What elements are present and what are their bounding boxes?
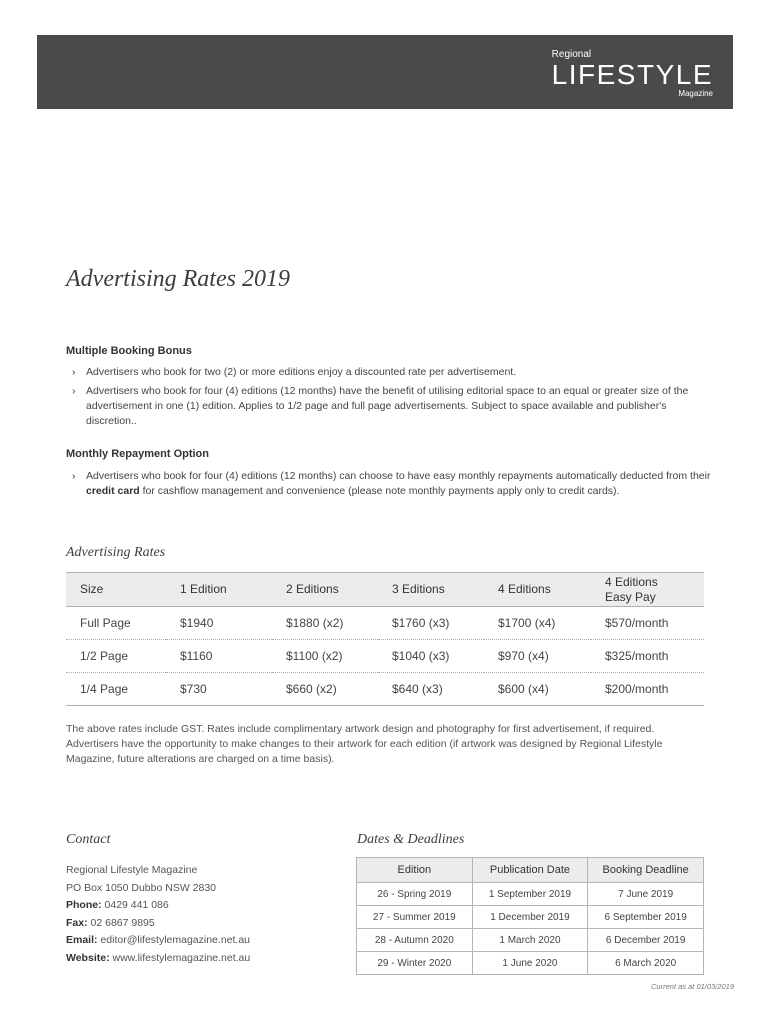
website-label: Website: [66, 951, 110, 964]
rates-note: The above rates include GST. Rates include complimentary artwork design and photography for first advertisement, if required. Advertisers have the opportunity to make changes to their artwork for each edition (if artwork was designed by Regional Lifestyle Magazine, future alterations are charged on a time basis). [66, 723, 663, 765]
monthly-repayment-heading: Monthly Repayment Option [66, 448, 209, 460]
table-cell: 1 December 2019 [472, 906, 588, 929]
contact-fax [66, 915, 250, 933]
contact-phone [66, 897, 250, 915]
table-cell: $1040 (x3) [378, 640, 484, 673]
contact-email [66, 932, 250, 950]
table-cell: $600 (x4) [484, 673, 591, 706]
table-cell: 28 - Autumn 2020 [357, 929, 473, 952]
col-header: Booking Deadline [588, 858, 704, 883]
col-header: Edition [357, 858, 473, 883]
list-item: › Advertisers who book for four (4) editions (12 months) have the benefit of utilising editorial space to an equal or greater size of the advertisement in one (1) edition. Applies to 1/2 page and full page advertisements. Subject to space available and publisher's discretion.. [72, 384, 712, 429]
dates-title: Dates & Deadlines [357, 832, 465, 847]
table-cell: $200/month [591, 673, 704, 706]
table-cell: $640 (x3) [378, 673, 484, 706]
contact-name: Regional Lifestyle Magazine [66, 864, 198, 876]
col-header-line2: Easy Pay [605, 589, 656, 604]
contact-website [66, 950, 250, 968]
col-header-line1: 4 Editions [605, 574, 658, 589]
table-cell: 7 June 2019 [588, 883, 704, 906]
table-cell: $1700 (x4) [484, 607, 591, 640]
phone-value: 0429 441 086 [101, 899, 169, 911]
col-header: 3 Editions [378, 573, 484, 607]
table-cell: $1160 [166, 640, 272, 673]
multiple-booking-list [72, 365, 712, 433]
logo-wordmark: LIFESTYLE [551, 59, 713, 90]
col-header: 2 Editions [272, 573, 378, 607]
table-cell: 1 June 2020 [472, 952, 588, 975]
table-cell: 27 - Summer 2019 [357, 906, 473, 929]
table-cell: $325/month [591, 640, 704, 673]
col-header [591, 573, 704, 607]
email-link[interactable]: editor@lifestylemagazine.net.au [97, 934, 251, 946]
table-cell: 1/2 Page [66, 640, 166, 673]
contact-block [66, 862, 250, 967]
monthly-repayment-list [72, 469, 712, 503]
col-header: 1 Edition [166, 573, 272, 607]
repayment-text-end: for cashflow management and convenience (please note monthly payments apply only to credit cards). [139, 485, 620, 497]
repayment-text-bold: credit card [86, 485, 140, 497]
table-row [357, 929, 704, 952]
table-cell: 1 September 2019 [472, 883, 588, 906]
fax-value: 02 6867 9895 [87, 916, 155, 929]
logo-pretitle: Regional [551, 49, 592, 60]
col-header: Publication Date [472, 858, 588, 883]
dates-deadlines-table [356, 857, 704, 975]
list-item: › Advertisers who book for two (2) or more editions enjoy a discounted rate per advertisement. [72, 365, 712, 380]
table-header-row [357, 858, 704, 883]
page-title: Advertising Rates 2019 [66, 266, 290, 292]
logo-subtitle: Magazine [678, 89, 713, 98]
brand-logo [552, 49, 713, 98]
table-cell: 6 March 2020 [588, 952, 704, 975]
table-cell: 1 March 2020 [472, 929, 588, 952]
table-cell: $660 (x2) [272, 673, 378, 706]
table-row [66, 673, 704, 706]
email-label: Email: [66, 934, 98, 946]
list-item [72, 469, 712, 499]
table-cell: $1100 (x2) [272, 640, 378, 673]
repayment-text-start: Advertisers who book for four (4) editions (12 months) can choose to have easy monthly repayments automatically deducted from their [86, 470, 711, 482]
table-cell: $1760 (x3) [378, 607, 484, 640]
table-row [357, 952, 704, 975]
multiple-booking-heading: Multiple Booking Bonus [66, 345, 192, 357]
col-header: Size [66, 573, 166, 607]
table-cell: $970 (x4) [484, 640, 591, 673]
table-row [66, 607, 704, 640]
advertising-rates-table [66, 572, 704, 706]
table-row [66, 640, 704, 673]
current-as-at-note: Current as at 01/03/2019 [651, 982, 734, 991]
table-cell: 26 - Spring 2019 [357, 883, 473, 906]
table-cell: 1/4 Page [66, 673, 166, 706]
col-header: 4 Editions [484, 573, 591, 607]
table-cell: 6 December 2019 [588, 929, 704, 952]
header-banner [37, 35, 733, 109]
rates-table-title: Advertising Rates [66, 545, 166, 560]
table-cell: $1940 [166, 607, 272, 640]
table-cell: $570/month [591, 607, 704, 640]
contact-title: Contact [66, 832, 111, 847]
table-cell: 6 September 2019 [588, 906, 704, 929]
table-cell: $730 [166, 673, 272, 706]
table-header-row [66, 573, 704, 607]
website-link[interactable]: www.lifestylemagazine.net.au [109, 951, 251, 964]
phone-label: Phone: [66, 899, 102, 911]
fax-label: Fax: [66, 916, 88, 929]
table-row [357, 906, 704, 929]
contact-address: PO Box 1050 Dubbo NSW 2830 [66, 881, 217, 894]
table-cell: 29 - Winter 2020 [357, 952, 473, 975]
table-row [357, 883, 704, 906]
table-cell: $1880 (x2) [272, 607, 378, 640]
table-cell: Full Page [66, 607, 166, 640]
